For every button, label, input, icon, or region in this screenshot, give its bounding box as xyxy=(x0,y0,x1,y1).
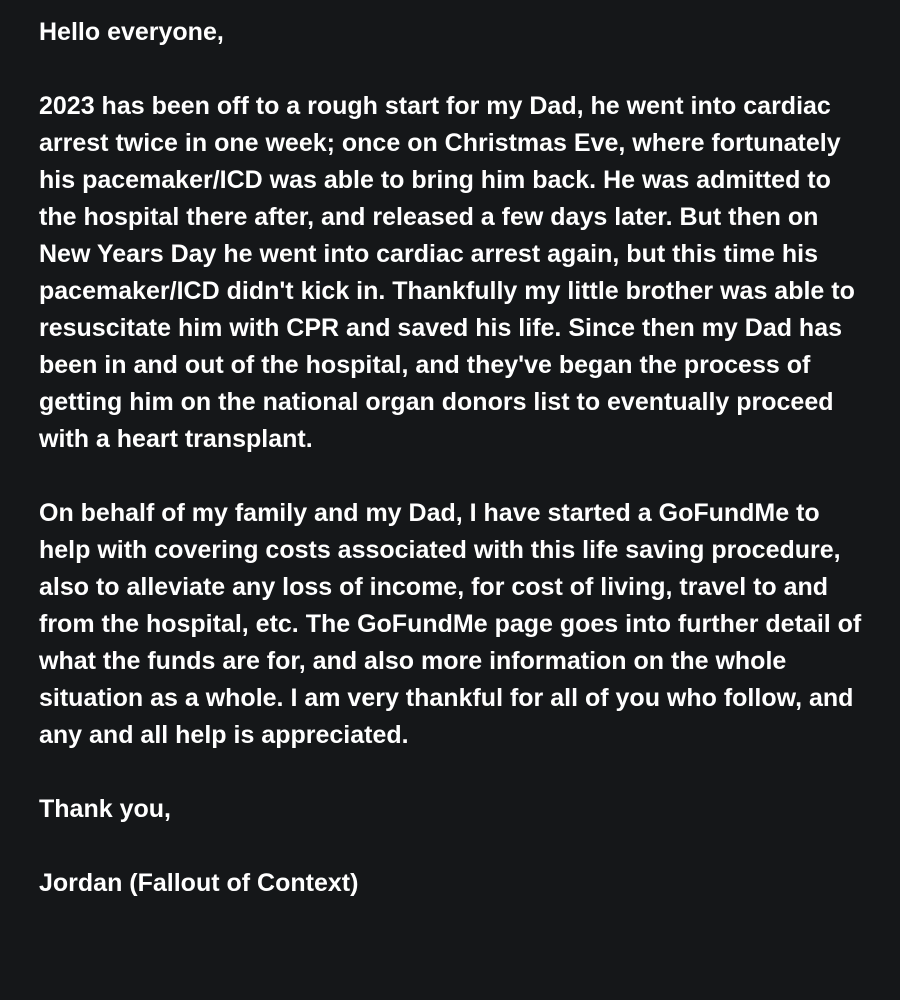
paragraph-gofundme: On behalf of my family and my Dad, I have started a GoFundMe to help with covering costs associated with this life saving procedure, also to alleviate any loss of income, for cost of living, travel to and from the hospital, etc. The GoFundMe page goes into further detail of what the funds are for, and also more information on the whole situation as a whole. I am very thankful for all of you who follow, and any and all help is appreciated. xyxy=(39,499,862,749)
paragraph-situation: 2023 has been off to a rough start for my Dad, he went into cardiac arrest twice in one week; once on Christmas Eve, where fortunately his pacemaker/ICD was able to bring him back. He was admitted to the hospital there after, and released a few days later. But then on New Years Day he went into cardiac arrest again, but this time his pacemaker/ICD didn't kick in. Thankfully my little brother was able to resuscitate him with CPR and saved his life. Since then my Dad has been in and out of the hospital, and they've began the process of getting him on the national organ donors list to eventually proceed with a heart transplant. xyxy=(39,92,855,453)
closing: Thank you, xyxy=(39,795,171,823)
letter-body xyxy=(39,14,869,902)
greeting: Hello everyone, xyxy=(39,18,224,46)
signature: Jordan (Fallout of Context) xyxy=(39,869,359,897)
